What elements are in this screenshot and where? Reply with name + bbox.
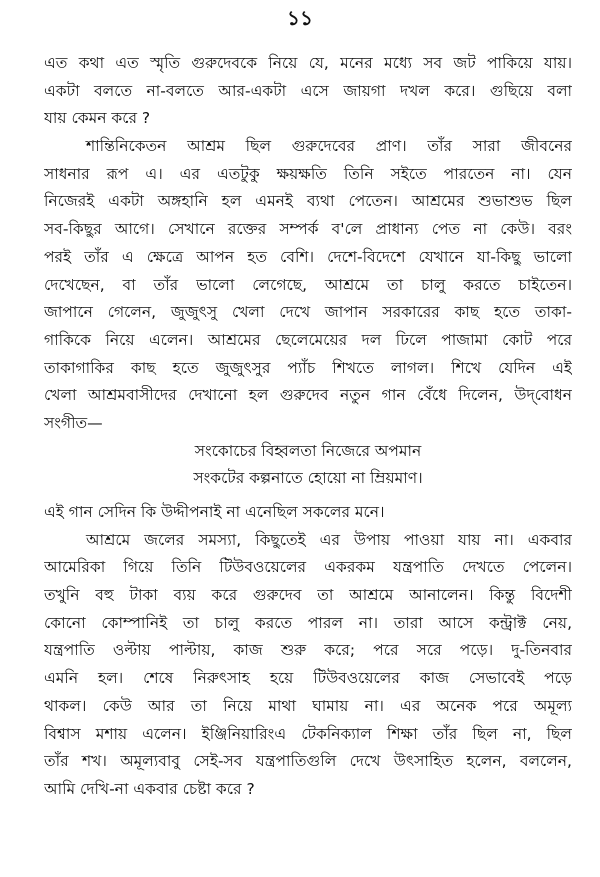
text-line: এমনি হল। শেষে নিরুৎসাহ হয়ে টিউবওয়েলের কাজ সেভাবেই পড়ে [44, 669, 572, 688]
text-line: একটা বলতে না-বলতে আর-একটা এসে জায়গা দখল করে। গুছিয়ে বলা [44, 81, 572, 100]
text-line: তখুনি বহু টাকা ব্যয় করে গুরুদেব তা আশ্রমে আনালেন। কিন্তু বিদেশী [44, 586, 572, 605]
poem-line: সংকটের কল্পনাতে হোয়ো না ম্রিয়মাণ। [193, 469, 423, 488]
text-line: বিশ্বাস মশায় এলেন। ইঞ্জিনিয়ারিংএ টেকনিক্যাল শিক্ষা তাঁর ছিল না, ছিল [44, 724, 572, 743]
text-line: এই গান সেদিন কি উদ্দীপনাই না এনেছিল সকলের মনে। [44, 503, 385, 521]
text-line: সংগীত— [44, 413, 103, 432]
text-line: আমেরিকা গিয়ে তিনি টিউবওয়েলের একরকম যন্ত্রপাতি দেখতে পেলেন। [44, 558, 572, 577]
text-line: খেলা আশ্রমবাসীদের দেখানো হল গুরুদেব নতুন গান বেঁধে দিলেন, উদ্‌বোধন [44, 386, 572, 405]
text-line: আমি দেখি-না একবার চেষ্টা করে ? [44, 779, 255, 798]
text-line: তাঁর শখ। অমূল্যবাবু সেই-সব যন্ত্রপাতিগুলি দেখে উৎসাহিত হলেন, বললেন, [44, 752, 572, 771]
text-line: সব-কিছুর আগে। সেখানে রক্তের সম্পর্ক ব'লে প্রাধান্য পেত না কেউ। বরং [44, 220, 572, 239]
text-line: সাধনার রূপ এ। এর এতটুকু ক্ষয়ক্ষতি তিনি সইতে পারতেন না। যেন [44, 164, 572, 183]
text-line: কোনো কোম্পানিই তা চালু করতে পারল না। তারা আসে কন্ট্রাক্ট নেয়, [44, 613, 572, 632]
text-line: থাকল। কেউ আর তা নিয়ে মাথা ঘামায় না। এর অনেক পরে অমূল্য [44, 696, 572, 715]
text-line: যায় কেমন করে ? [44, 109, 151, 128]
text-line: পরই তাঁর এ ক্ষেত্রে আপন হত বেশি। দেশে-বিদেশে যেখানে যা-কিছু ভালো [44, 247, 572, 266]
text-line: এত কথা এত স্মৃতি গুরুদেবকে নিয়ে যে, মনের মধ্যে সব জট পাকিয়ে যায়। [44, 54, 572, 72]
text-line: জাপানে গেলেন, জুজুৎসু খেলা দেখে জাপান সরকারের কাছ হতে তাকা- [44, 303, 572, 322]
text-line: নিজেরই একটা অঙ্গহানি হল এমনই ব্যথা পেতেন। আশ্রমের শুভাশুভ ছিল [44, 192, 572, 211]
body-text [44, 50, 572, 804]
text-line: আশ্রমে জলের সমস্যা, কিছুতেই এর উপায় পাওয়া যায় না। একবার [86, 530, 572, 549]
text-line: দেখেছেন, বা তাঁর ভালো লেগেছে, আশ্রমে তা চালু করতে চাইতেন। [44, 275, 572, 294]
text-line: যন্ত্রপাতি ওল্টায় পাল্টায়, কাজ শুরু করে; পরে সরে পড়ে। দু-তিনবার [44, 641, 572, 660]
text-line: শান্তিনিকেতন আশ্রম ছিল গুরুদেবের প্রাণ। তাঁর সারা জীবনের [86, 137, 572, 156]
text-line: গাকিকে নিয়ে এলেন। আশ্রমের ছেলেমেয়ের দল ঢিলে পাজামা কোট পরে [44, 330, 572, 349]
text-line: তাকাগাকির কাছ হতে জুজুৎসুর প্যাঁচ শিখতে লাগল। শিখে যেদিন এই [44, 358, 572, 377]
poem-line: সংকোচের বিহ্বলতা নিজেরে অপমান [194, 441, 422, 460]
page-number: ১১ [287, 6, 313, 30]
